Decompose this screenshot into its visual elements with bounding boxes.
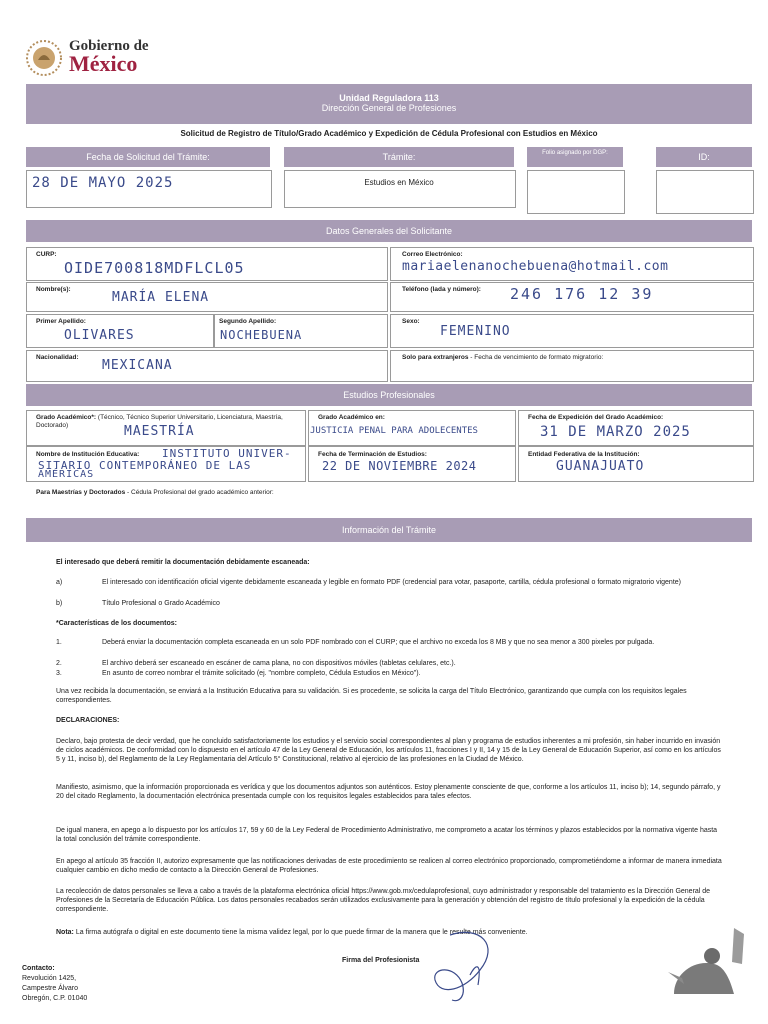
banner-line1: Unidad Reguladora 113 bbox=[339, 93, 439, 103]
info-p5: En apego al artículo 35 fracción II, autorizo expresamente que las notificaciones derivadas de este procedimiento se realicen al correo electrónico proporcionado, comprometiéndome a informar de manera inmediata cualquier cambio en dicho medio de contacto a la Dirección General de Profesiones. bbox=[56, 858, 722, 875]
sexo-label: Sexo: bbox=[402, 318, 420, 325]
nota-label: Nota: bbox=[56, 929, 74, 936]
banner bbox=[26, 84, 752, 124]
fecha-value: 28 DE MAYO 2025 bbox=[32, 175, 174, 191]
form-title: Solicitud de Registro de Título/Grado Académico y Expedición de Cédula Profesional con Estudios en México bbox=[180, 129, 598, 138]
tramite-value: Estudios en México bbox=[364, 178, 434, 187]
correo-label: Correo Electrónico: bbox=[402, 251, 463, 258]
correo-value: mariaelenanochebuena@hotmail.com bbox=[402, 259, 669, 274]
nacionalidad-value: MEXICANA bbox=[102, 358, 173, 373]
curp-value: OIDE700818MDFLCL05 bbox=[64, 259, 245, 277]
tramite-header: Trámite: bbox=[284, 147, 514, 167]
estudios-header: Estudios Profesionales bbox=[26, 384, 752, 406]
maestrias-label-rest: - Cédula Profesional del grado académico anterior: bbox=[125, 489, 274, 496]
coat-of-arms-icon bbox=[24, 38, 64, 78]
curp-label: CURP: bbox=[36, 251, 57, 258]
nacionalidad-box[interactable] bbox=[26, 350, 388, 382]
banner-line2: Dirección General de Profesiones bbox=[321, 103, 457, 113]
folio-box bbox=[527, 170, 625, 214]
logo-line2: México bbox=[69, 51, 138, 76]
institucion-value-3: AMÉRICAS bbox=[38, 469, 95, 480]
entidad-value: GUANAJUATO bbox=[556, 459, 645, 474]
datos-generales-header: Datos Generales del Solicitante bbox=[26, 220, 752, 242]
entidad-label: Entidad Federativa de la Institución: bbox=[528, 451, 640, 458]
contact-line-2: Revolución 1425, bbox=[22, 975, 77, 982]
id-header: ID: bbox=[656, 147, 752, 167]
declaraciones-title: DECLARACIONES: bbox=[56, 717, 120, 724]
car-1-key: 1. bbox=[56, 639, 62, 646]
primer-apellido-value: OLIVARES bbox=[64, 328, 135, 343]
nota-text: La firma autógrafa o digital en este documento tiene la misma validez legal, por lo que puede firmar de la manera que le resulte más conveniente. bbox=[73, 929, 528, 936]
nombre-label: Nombre(s): bbox=[36, 286, 71, 293]
segundo-apellido-value: NOCHEBUENA bbox=[220, 328, 303, 342]
telefono-label: Teléfono (lada y número): bbox=[402, 286, 481, 293]
grado-value: MAESTRÍA bbox=[124, 424, 195, 439]
info-item-b-key: b) bbox=[56, 600, 63, 607]
car-2: El archivo deberá ser escaneado en escáner de cama plana, no con dispositivos móviles (tabletas celulares, etc.). bbox=[102, 660, 456, 667]
info-header: Información del Trámite bbox=[26, 518, 752, 542]
segundo-apellido-label: Segundo Apellido: bbox=[219, 318, 277, 325]
grado-label-bold: Grado Académico*: bbox=[36, 414, 97, 421]
info-p1: Una vez recibida la documentación, se enviará a la Institución Educativa para su validación. Si es procedente, se solicita la carga del Título Electrónico, garantizando que cumpla con los requisitos legales correspondientes. bbox=[56, 688, 687, 705]
folio-header: Folio asignado por DGP: bbox=[527, 147, 623, 167]
info-item-a: El interesado con identificación oficial vigente debidamente escaneada y legible en formato PDF (credencial para votar, pasaporte, cartilla, cédula profesional o formato migratorio vigente) bbox=[102, 579, 681, 586]
sexo-value: FEMENINO bbox=[440, 324, 511, 339]
firma-label: Firma del Profesionista bbox=[342, 957, 420, 964]
institucion-label: Nombre de Institución Educativa: bbox=[36, 451, 140, 458]
signature-icon bbox=[420, 925, 510, 1005]
grado-en-value: JUSTICIA PENAL PARA ADOLECENTES bbox=[310, 426, 478, 436]
contact-line-4: Obregón, C.P. 01040 bbox=[22, 995, 88, 1002]
extranjeros-label bbox=[402, 354, 603, 362]
info-item-a-key: a) bbox=[56, 579, 63, 586]
info-p6: La recolección de datos personales se lleva a cabo a través de la plataforma electrónica oficial https://www.gob.mx/cedulaprofesional, cuyo administrador y responsable del tratamiento es la Dirección General de Profesiones de la Secretaría de Educación Pública. Los datos personales recabados serán utilizados exclusivamente para la generación y obtención del registro de título profesional y la expedición de la cédula correspondiente. bbox=[56, 888, 711, 914]
telefono-value: 246 176 12 39 bbox=[510, 285, 654, 303]
grado-en-label: Grado Académico en: bbox=[318, 414, 385, 421]
info-p4: De igual manera, en apego a lo dispuesto por los artículos 17, 59 y 60 de la Ley Federal de Procedimiento Administrativo, me comprometo a acatar los términos y plazos establecidos por la normativa vigente hasta la total conclusión del trámite correspondiente. bbox=[56, 827, 718, 844]
info-item-b: Título Profesional o Grado Académico bbox=[102, 600, 220, 607]
eagle-figure-icon bbox=[664, 924, 752, 1000]
expedicion-value: 31 DE MARZO 2025 bbox=[540, 424, 691, 440]
expedicion-label: Fecha de Expedición del Grado Académico: bbox=[528, 414, 664, 421]
car-title: *Características de los documentos: bbox=[56, 620, 177, 627]
grado-note: (Técnico, Técnico Superior Universitario, Licenciatura, Maestría, Doctorado) bbox=[36, 414, 283, 430]
car-1: Deberá enviar la documentación completa escaneada en un solo PDF nombrado con el CURP; que el archivo no exceda los 8 MB y que no sea menor a 300 pixeles por pulgada. bbox=[102, 639, 655, 646]
tramite-box[interactable] bbox=[284, 170, 516, 208]
logo bbox=[24, 38, 174, 80]
logo-line1: Gobierno de bbox=[69, 38, 149, 54]
nacionalidad-label: Nacionalidad: bbox=[36, 354, 79, 361]
info-intro: El interesado que deberá remitir la documentación debidamente escaneada: bbox=[56, 559, 310, 566]
info-p3: Manifiesto, asimismo, que la información proporcionada es verídica y que los documentos adjuntos son auténticos. Estoy plenamente consciente de que, conforme a los artículos 11, inciso b); 14, segundo párrafo, y 20 del citado Reglamento, la documentación electrónica presentada cumple con los requisitos legales establecidos para tales efectos. bbox=[56, 784, 721, 801]
maestrias-label bbox=[36, 489, 274, 497]
institucion-value-1: INSTITUTO UNIVER- bbox=[162, 447, 292, 460]
primer-apellido-label: Primer Apellido: bbox=[36, 318, 86, 325]
contact-line-3: Campestre Álvaro bbox=[22, 985, 79, 992]
car-3: En asunto de correo nombrar el trámite solicitado (ej. "nombre completo, Cédula Estudios en México"). bbox=[102, 670, 421, 677]
contact-line-1: Contacto: bbox=[22, 965, 55, 972]
institucion-value-2: SITARIO CONTEMPORÁNEO DE LAS bbox=[38, 459, 252, 472]
info-p2: Declaro, bajo protesta de decir verdad, que he concluido satisfactoriamente los estudios y el servicio social correspondientes al plan y programa de estudios inherentes a mi profesión, sin haber incurrido en invasión de ciclos académicos. De conformidad con lo dispuesto en el artículo 47 de la Ley General de Educación, los artículos 11, fracciones I y II, 14 y 15 de la Ley General de Educación Superior, así como en los artículos 5 y 11, inciso b), del Reglamento de la Ley Reglamentaria del Artículo 5° Constitucional, relativo al ejercicio de las profesiones en la Ciudad de México. bbox=[56, 738, 721, 764]
terminacion-label: Fecha de Terminación de Estudios: bbox=[318, 451, 427, 458]
nota bbox=[56, 928, 722, 937]
car-3-key: 3. bbox=[56, 670, 62, 677]
extranjeros-label-rest: - Fecha de vencimiento de formato migratorio: bbox=[468, 354, 604, 361]
extranjeros-label-bold: Solo para extranjeros bbox=[402, 354, 469, 361]
fecha-header: Fecha de Solicitud del Trámite: bbox=[26, 147, 270, 167]
car-2-key: 2. bbox=[56, 660, 62, 667]
terminacion-value: 22 DE NOVIEMBRE 2024 bbox=[322, 459, 477, 473]
nombre-value: MARÍA ELENA bbox=[112, 290, 210, 305]
maestrias-label-bold: Para Maestrías y Doctorados bbox=[36, 489, 126, 496]
id-box bbox=[656, 170, 754, 214]
